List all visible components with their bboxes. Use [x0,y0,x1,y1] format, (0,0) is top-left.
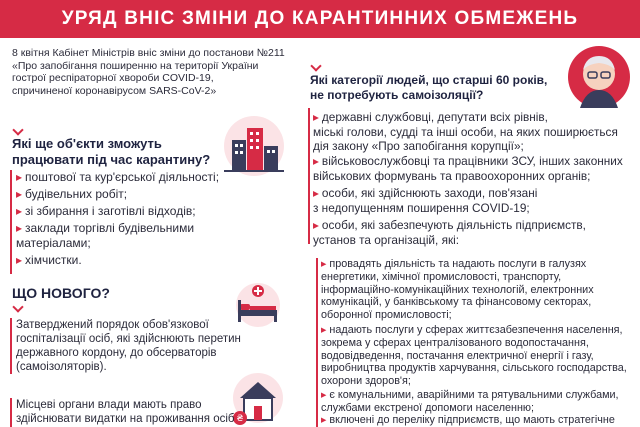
news-bar [10,318,12,374]
objects-heading: Які ще об'єкти зможуть працювати під час карантину? [12,136,211,167]
news-bar-2 [10,398,12,427]
list-item: ▸ заклади торгівлі будівельними [16,221,195,235]
list-item: ▸ будівельних робіт; [16,187,128,201]
news-heading: ЩО НОВОГО? [12,285,110,301]
intro-text [12,47,302,97]
sub-list-item: ▸ є комунальними, аварійними та рятувальними службами, службами екстреної допомоги населенню; [321,389,619,414]
sub-list-item: ▸ провадять діяльність та надають послуги в галузях енергетики, хімічної промисловості, транспорту, інформаційно-комунікаційних технологій, електронних комунікацій, у банківському та фінансовому секторах, оборонної промисловості; [321,258,594,322]
list-item: матеріалами; [16,236,91,250]
intro-line: спричиненої коронавірусом SARS-CoV-2» [12,84,217,97]
elderly-person-icon [566,44,632,110]
sub-list-item: ▸ надають послуги у сферах життєзабезпечення населення, зокрема у сферах централізованого водопостачання, водовідведення, постачання електричної енергії і газу, виробництва продуктів харчування, сільського господарства, охорони здоров'я; [321,324,627,388]
news-block-2: Місцеві органи влади мають право здійснювати видатки на проживання осіб [16,399,235,425]
list-item: ▸ хімчистки. [16,253,82,267]
list-item: ▸ державні службовці, депутати всіх рівнів, міські голови, судді та інші особи, на яких поширюється дія закону «Про запобігання корупції»; [313,110,618,153]
list-item: ▸ особи, які забезпечують діяльність підприємств, установ та організацій, які: [313,218,586,247]
elderly-bar [308,108,310,244]
intro-line: «Про запобігання поширенню на території України [12,59,259,72]
section-marker-icon [12,301,23,312]
factory-buildings-icon [214,110,294,180]
section-marker-icon [310,60,321,71]
list-item: ▸ особи, які здійснюють заходи, пов'язані з недопущенням поширення COVID-19; [313,186,538,215]
list-item: ▸ військовослужбовці та працівники ЗСУ, інших законних військових формувань та правоохоронних органів; [313,154,623,183]
sub-list-item: ▸ включені до переліку підприємств, що мають стратегічне [321,414,615,426]
list-item: ▸ поштової та кур'єрської діяльності; [16,170,220,184]
page-title: УРЯД ВНІС ЗМІНИ ДО КАРАНТИННИХ ОБМЕЖЕНЬ [61,8,579,29]
intro-line: 8 квітня Кабінет Міністрів вніс зміни до постанови №211 [12,47,285,59]
list-item: ▸ зі збирання і заготівлі відходів; [16,204,196,218]
section-marker-icon [12,124,23,135]
objects-bar [10,170,12,274]
svg-text:₴: ₴ [236,414,244,424]
subitems-bar [316,258,318,427]
house-money-icon [226,368,290,427]
news-block-1: Затверджений порядок обов'язкової госпіталізації осіб, які здійснюють перетин державного кордону, до обсерваторів (самоізоляторів). [16,319,241,373]
intro-line: гострої респіраторної хвороби COVID-19, [12,72,214,85]
elderly-heading: Які категорії людей, що старші 60 років, не потребують самоізоляції? [310,73,548,102]
